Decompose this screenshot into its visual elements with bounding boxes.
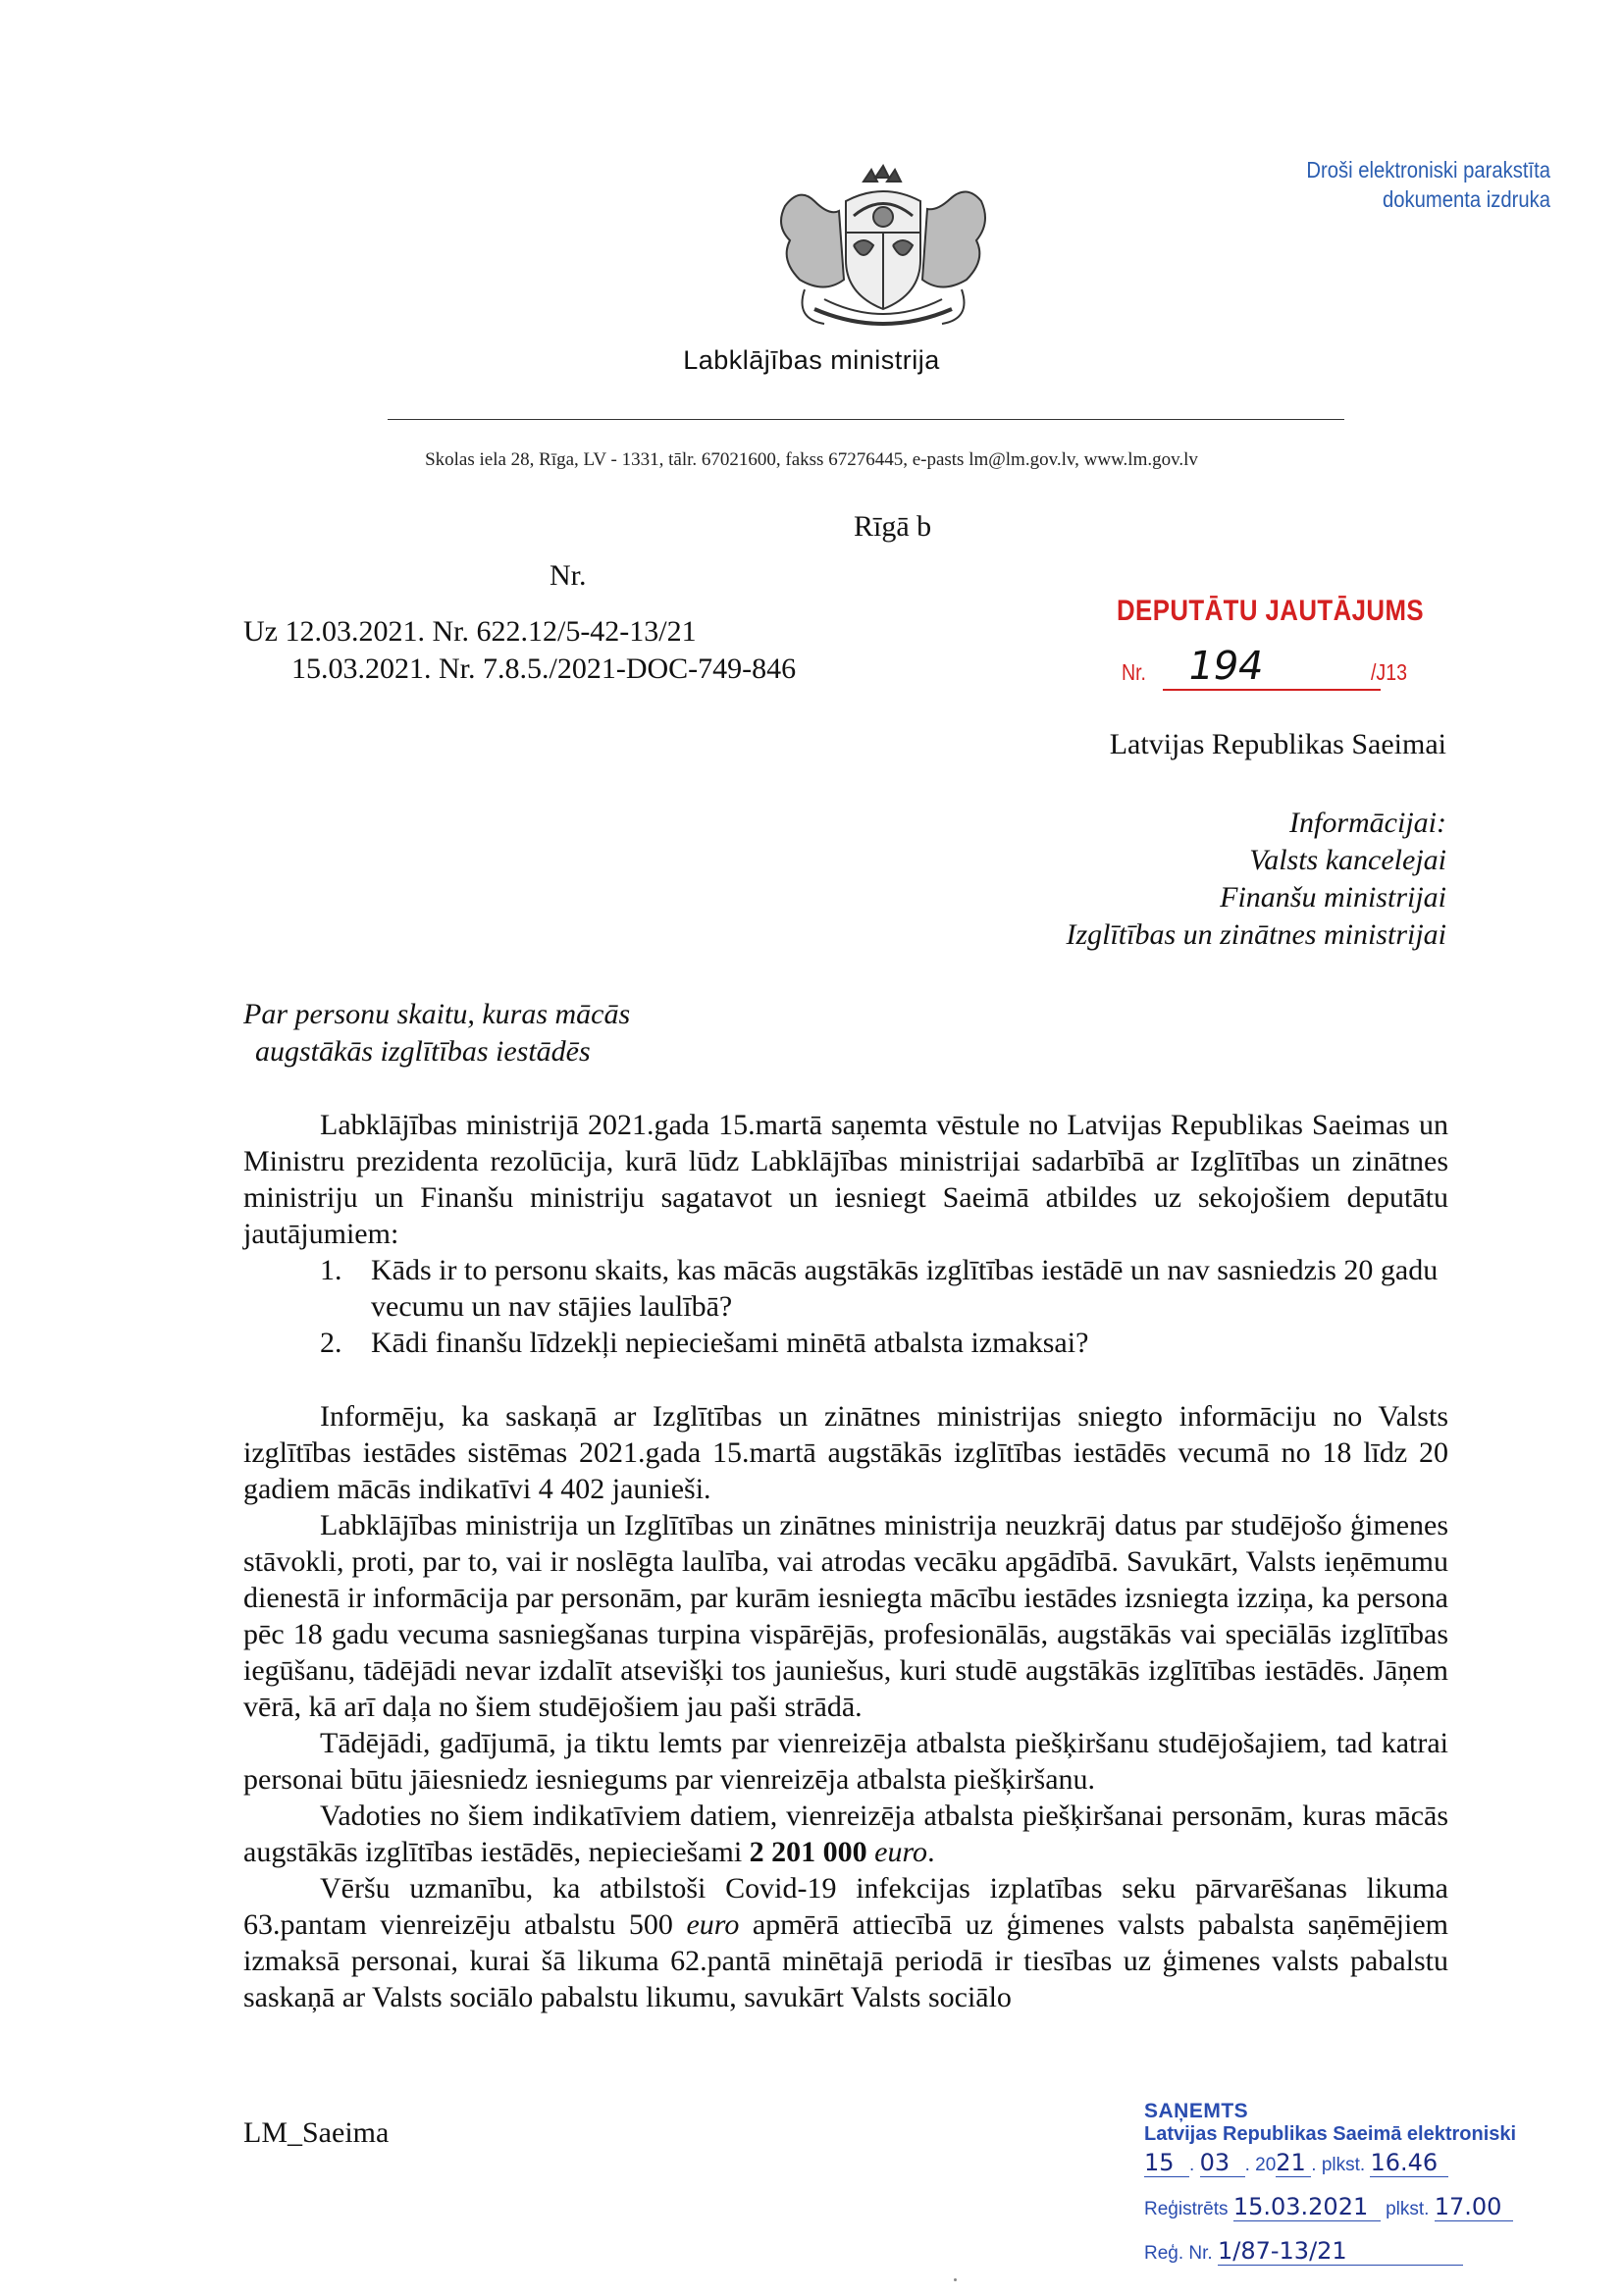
- received-date-row: 15 . 03 . 2021 . plkst. 16.46: [1144, 2149, 1448, 2177]
- letter-body: [243, 1107, 1448, 2015]
- signature-note-line-2: dokumenta izdruka: [1382, 186, 1550, 212]
- scan-speck: [954, 2278, 957, 2281]
- deputy-question-stamp-title: DEPUTĀTU JAUTĀJUMS: [1117, 595, 1425, 627]
- info-recipient: Valsts kancelejai: [1249, 844, 1446, 876]
- currency-unit: euro: [686, 1908, 740, 1941]
- received-day: 15: [1144, 2149, 1189, 2177]
- stamp-nr-suffix: /J13: [1371, 659, 1407, 685]
- body-paragraph-3: Labklājības ministrija un Izglītības un zinātnes ministrija neuzkrāj datus par studējošo ģimenes stāvokli, proti, par to, vai ir noslēgta laulība, vai atrodas vecāku apgādībā. Savukārt, Valsts ieņēmumu dienestā ir informācija par personām, par kurām iesniegta mācību iestādes izsniegta izziņa, ka persona pēc 18 gadu vecuma sasniegšanas turpina vispārējās, profesionālās, augstākās vai speciālās izglītības iegūšanu, tādējādi nevar izdalīt atsevišķi tos jauniešus, kuri studē augstākās izglītības iestādēs. Jāņem vērā, kā arī daļa no šiem studējošiem jau paši strādā.: [243, 1509, 1448, 1723]
- question-number: 1.: [320, 1254, 342, 1286]
- question-text: Kādi finanšu līdzekļi nepieciešami minētā atbalsta izmaksai?: [371, 1327, 1089, 1359]
- question-number: 2.: [320, 1327, 342, 1359]
- stamp-nr-label: Nr.: [1122, 659, 1146, 685]
- question-item-2: [243, 1325, 1448, 1361]
- info-recipient: Finanšu ministrijai: [1220, 881, 1446, 913]
- received-year-prefix: 20: [1255, 2155, 1277, 2175]
- question-text: Kāds ir to personu skaits, kas mācās augstākās izglītības iestādē un nav sasniedzis 20 gadu vecumu un nav stājies laulībā?: [371, 1254, 1439, 1323]
- received-time: 16.46: [1370, 2149, 1448, 2177]
- subject-line-1: Par personu skaitu, kuras mācās: [243, 998, 631, 1030]
- electronic-signature-note: [1274, 155, 1550, 214]
- paragraph-5-text: Vadoties no šiem indikatīviem datiem, vienreizēja atbalsta piešķiršanai personām, kuras mācās augstākās izglītības iestādēs, nepieciešami: [243, 1800, 1448, 1868]
- body-paragraph-4: Tādējādi, gadījumā, ja tiktu lemts par vienreizēja atbalsta piešķiršanu studējošajiem, tad katrai personai būtu jāiesniedz iesniegums par vienreizēja atbalsta piešķiršanu.: [243, 1727, 1448, 1796]
- reference-line-2: 15.03.2021. Nr. 7.8.5./2021-DOC-749-846: [291, 652, 797, 685]
- registered-date: 15.03.2021: [1233, 2193, 1381, 2221]
- paragraph-6-text-cont: apmērā attiecībā uz ģimenes valsts pabalsta saņēmējiem izmaksā personai, kurai šā likuma 62.pantā minētajā periodā ir tiesības uz ģimenes valsts pabalstu saskaņā ar Valsts sociālo pabalstu likumu, savukārt Valsts sociālo: [243, 1908, 1448, 2013]
- footer-file-code: LM_Saeima: [243, 2116, 390, 2149]
- coat-of-arms-icon: [756, 162, 1011, 343]
- received-stamp-subtitle: Latvijas Republikas Saeimā elektroniski: [1144, 2123, 1517, 2145]
- info-recipient: Izglītības un zinātnes ministrijai: [1066, 918, 1446, 951]
- received-stamp: [1138, 2100, 1570, 2276]
- registration-number: 1/87-13/21: [1218, 2237, 1463, 2266]
- registration-number-row: [1144, 2237, 1463, 2266]
- information-recipients: [1066, 805, 1446, 954]
- paragraph-5-end: .: [927, 1836, 935, 1868]
- subject-line-2: augstākās izglītības iestādēs: [255, 1035, 591, 1068]
- ministry-address: Skolas iela 28, Rīga, LV - 1331, tālr. 67021600, fakss 67276445, e-pasts lm@lm.gov.lv, www.lm.gov.lv: [425, 449, 1198, 470]
- addressee: Latvijas Republikas Saeimai: [1109, 728, 1446, 760]
- letter-number: Nr.: [550, 559, 587, 592]
- stamp-nr-underline: [1163, 689, 1381, 691]
- questions-list: [243, 1252, 1448, 1361]
- deputy-question-stamp-number: [1122, 644, 1416, 691]
- question-item-1: [243, 1252, 1448, 1325]
- registered-row: [1144, 2193, 1513, 2221]
- received-month: 03: [1200, 2149, 1245, 2177]
- letter-place: Rīgā b: [854, 510, 932, 543]
- paragraph-6-text: Vēršu uzmanību, ka atbilstoši Covid-19 infekcijas izplatības seku pārvarēšanas likuma 63.pantam vienreizēju atbalstu 500: [243, 1872, 1448, 1941]
- registered-time: 17.00: [1435, 2193, 1513, 2221]
- received-stamp-title: SAŅEMTS: [1144, 2100, 1249, 2122]
- currency-unit: euro: [874, 1836, 928, 1868]
- ministry-name: Labklājības ministrija: [683, 345, 940, 375]
- body-paragraph-2: Informēju, ka saskaņā ar Izglītības un zinātnes ministrijas sniegto informāciju no Valsts izglītības iestādes sistēmas 2021.gada 15.martā augstākās izglītības iestādēs vecumā no 18 līdz 20 gadiem mācās indikatīvi 4 402 jaunieši.: [243, 1400, 1448, 1505]
- body-paragraph-6: [243, 1870, 1448, 2015]
- body-paragraph-1: Labklājības ministrijā 2021.gada 15.martā saņemta vēstule no Latvijas Republikas Saeimas un Ministru prezidenta rezolūcija, kurā lūdz Labklājības ministrijai sadarbībā ar Izglītības un zinātnes ministriju un Finanšu ministriju sagatavot un iesniegt Saeimā atbildes uz sekojošiem deputātu jautājumiem:: [243, 1109, 1448, 1250]
- required-amount: 2 201 000: [749, 1836, 867, 1868]
- signature-note-line-1: Droši elektroniski parakstīta: [1306, 157, 1550, 183]
- registered-label: Reģistrēts: [1144, 2199, 1229, 2219]
- header-divider: [388, 419, 1344, 420]
- letter-subject: [243, 996, 630, 1070]
- body-paragraph-5: [243, 1798, 1448, 1870]
- received-time-label: plkst.: [1321, 2155, 1366, 2175]
- registered-time-label: plkst.: [1386, 2199, 1430, 2219]
- reference-line-1: Uz 12.03.2021. Nr. 622.12/5-42-13/21: [243, 615, 697, 648]
- info-label: Informācijai:: [1289, 807, 1446, 839]
- received-year-suffix: 21: [1276, 2149, 1311, 2177]
- registration-number-label: Reģ. Nr.: [1144, 2243, 1213, 2264]
- stamp-nr-handwritten: 194: [1183, 644, 1268, 689]
